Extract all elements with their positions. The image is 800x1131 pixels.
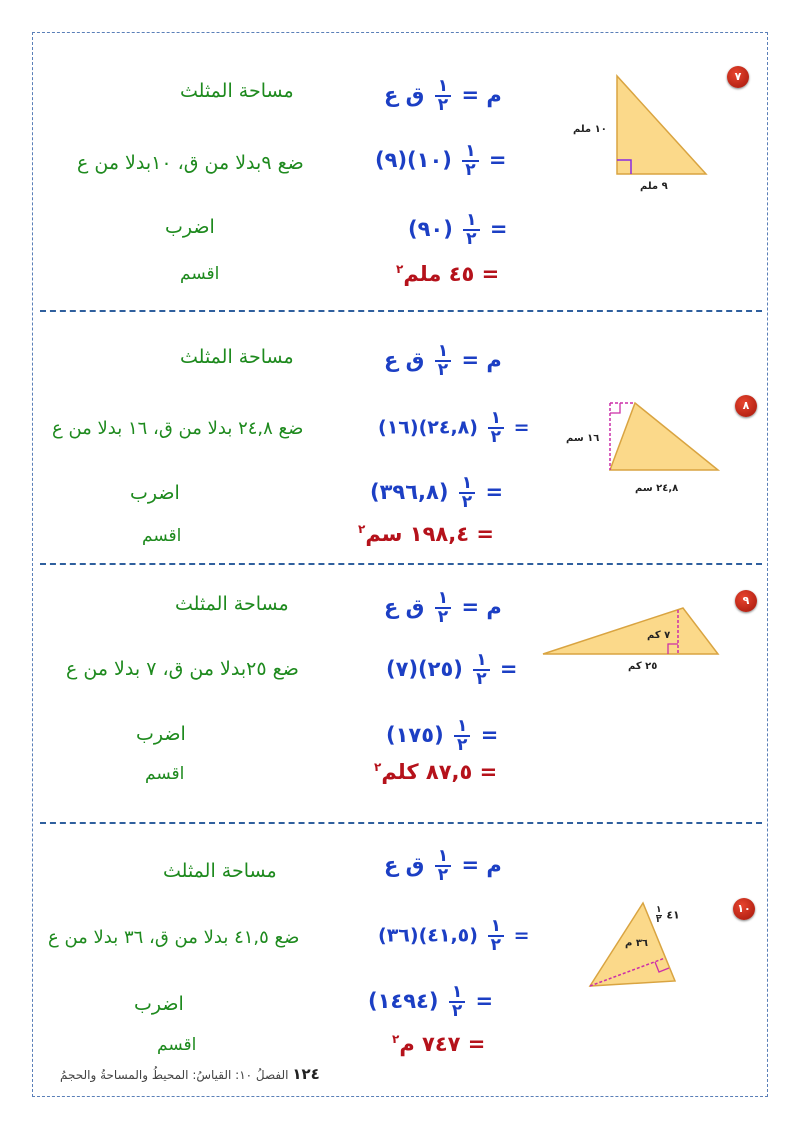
step-note: اقسم (142, 526, 182, 546)
result-line: = ٤٥ ملم$^٢$ (396, 262, 500, 286)
formula-line: م = $\frac{١}{٢}$ ق ع (384, 588, 502, 627)
formula-line: م = $\frac{١}{٢}$ ق ع (384, 341, 502, 380)
formula-line: م = $\frac{١}{٢}$ ق ع (384, 76, 502, 115)
substitution-line: = $\frac{١}{٢}$ (٢٥)(٧) (386, 650, 518, 689)
chapter-title: الفصلُ ١٠: القياسُ: المحيطُ والمساحةُ والحجمُ (60, 1068, 289, 1082)
step-label: مساحة المثلث (163, 860, 277, 882)
section-divider (40, 310, 762, 312)
step-note: اقسم (180, 264, 220, 284)
section-divider (40, 563, 762, 565)
result-line: = ٨٧,٥ كلم$^٢$ (374, 760, 498, 784)
multiply-line: = $\frac{١}{٢}$ (١٧٥) (386, 716, 499, 755)
multiply-line: = $\frac{١}{٢}$ (٣٩٦,٨) (370, 473, 504, 512)
step-note: ضع ٢٤,٨ بدلا من ق، ١٦ بدلا من ع (52, 418, 304, 439)
step-note: اضرب (134, 993, 184, 1015)
step-note: ضع ٩بدلا من ق، ١٠بدلا من ع (77, 152, 304, 174)
base-label: ٢٥ كم (628, 661, 658, 672)
problem-number-badge: ١٠ (733, 898, 755, 920)
base-label: ٩ ملم (640, 181, 668, 192)
problem-number-badge: ٧ (727, 66, 749, 88)
triangle-figure (600, 72, 710, 182)
height-label: ١٠ ملم (573, 124, 607, 135)
base-label: ٢٤,٨ سم (635, 483, 679, 494)
substitution-line: = $\frac{١}{٢}$ (٢٤,٨)(١٦) (378, 408, 530, 447)
result-line: = ١٩٨,٤ سم$^٢$ (358, 522, 494, 546)
height-label: ٧ كم (647, 630, 671, 641)
problem-number-badge: ٨ (735, 395, 757, 417)
step-label: مساحة المثلث (175, 593, 289, 615)
base-label: ٤١ $\frac{١}{٢}$ (656, 905, 680, 925)
step-note: اقسم (145, 764, 185, 784)
step-label: مساحة المثلث (180, 346, 294, 368)
step-label: مساحة المثلث (180, 80, 294, 102)
substitution-line: = $\frac{١}{٢}$ (٤١,٥)(٣٦) (378, 916, 530, 955)
page-number: ١٢٤ (292, 1065, 320, 1083)
height-label: ٣٦ م (625, 938, 649, 949)
result-line: = ٧٤٧ م$^٢$ (392, 1032, 486, 1056)
step-note: ضع ٢٥بدلا من ق، ٧ بدلا من ع (66, 658, 299, 680)
formula-line: م = $\frac{١}{٢}$ ق ع (384, 846, 502, 885)
step-note: اضرب (130, 482, 180, 504)
multiply-line: = $\frac{١}{٢}$ (١٤٩٤) (368, 982, 494, 1021)
substitution-line: = $\frac{١}{٢}$ (١٠)(٩) (375, 141, 507, 180)
problem-number-badge: ٩ (735, 590, 757, 612)
height-label: ١٦ سم (566, 433, 600, 444)
page-footer (60, 1065, 320, 1083)
step-note: اقسم (157, 1035, 197, 1055)
step-note: اضرب (165, 216, 215, 238)
triangle-figure (540, 604, 725, 664)
triangle-figure (600, 398, 725, 478)
multiply-line: = $\frac{١}{٢}$ (٩٠) (408, 210, 508, 249)
step-note: اضرب (136, 723, 186, 745)
section-divider (40, 822, 762, 824)
step-note: ضع ٤١,٥ بدلا من ق، ٣٦ بدلا من ع (48, 927, 300, 948)
